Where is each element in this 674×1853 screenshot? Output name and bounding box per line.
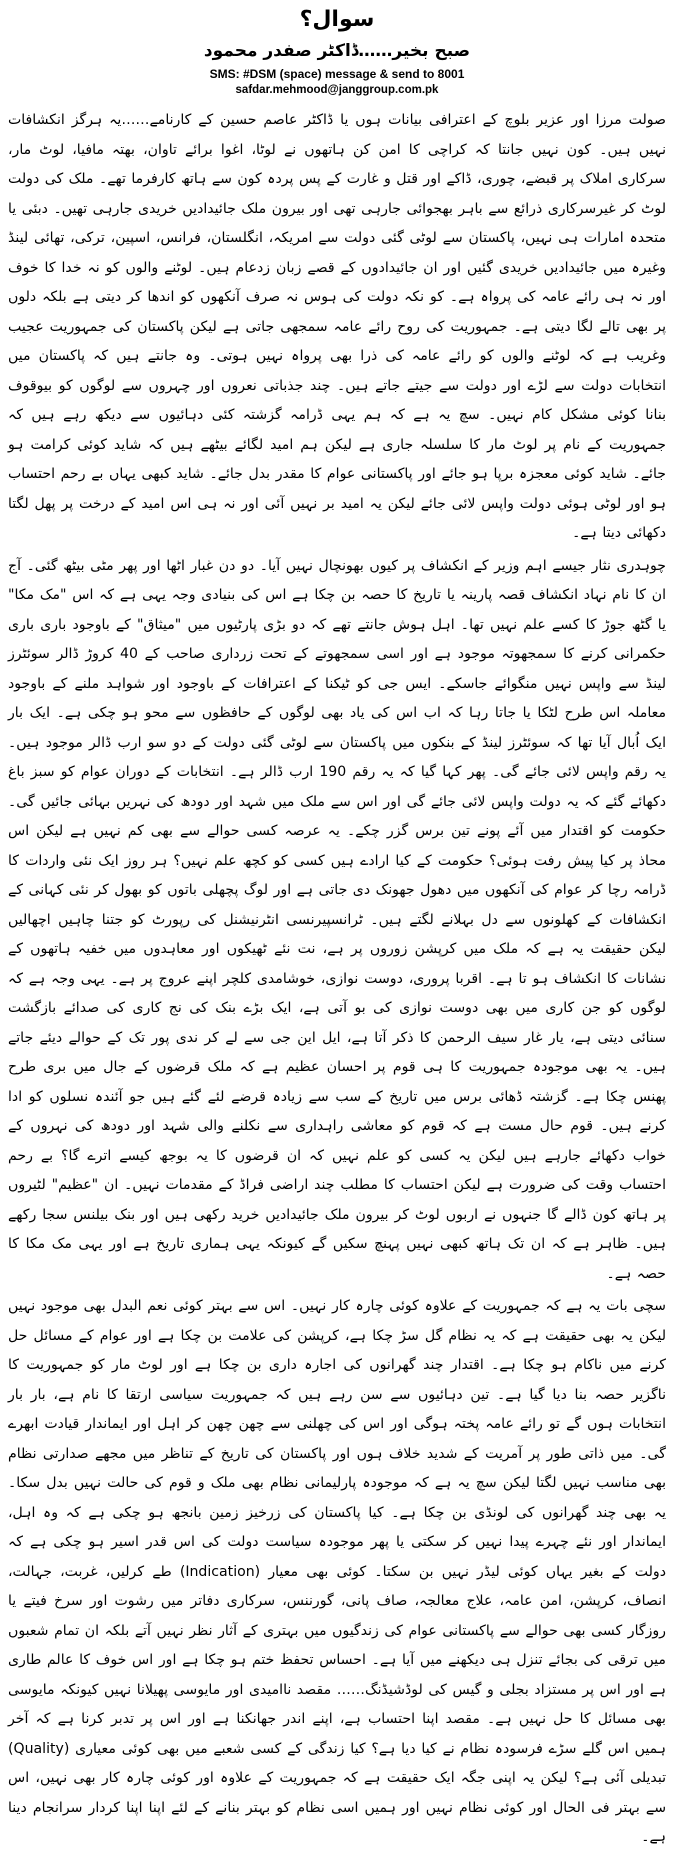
article-title: سوال؟ [299, 7, 375, 32]
article-paragraph-1: صولت مرزا اور عزیر بلوچ کے اعترافی بیانات ہوں یا ڈاکٹر عاصم حسین کے کارنامے……یہ ہرگز انکشافات نہیں ہیں۔ کون نہیں جانتا کہ کراچی کا امن کن ہاتھوں نے لوٹا، اغوا برائے تاوان، بھتہ مافیا، لوٹ مار، سرکاری املاک پر قبضے، چوری، ڈاکے اور قتل و غارت کے پس پردہ کون سے ہاتھ کارفرما تھے۔ ملک کی دولت لوٹ کر غیرسرکاری ذرائع سے باہر بھجوائی جارہی تھی اور بیرون ملک جائیدادیں خریدی جارہی تھیں۔ دبئی یا متحدہ امارات ہی نہیں، پاکستان سے لوٹی گئی دولت سے امریکہ، انگلستان، فرانس، اسپین، ترکی، تھائی لینڈ وغیرہ میں جائیدادیں خریدی گئیں اور ان جائیدادوں کے قصے زبان زدعام ہیں۔ لوٹنے والوں کو نہ خدا کا خوف اور نہ ہی رائے عامہ کی پرواہ ہے۔ کو نکہ دولت کی ہوس نہ صرف آنکھوں کو اندھا کر دیتی ہے بلکہ دلوں پر بھی تالے لگا دیتی ہے۔ جمہوریت کی روح رائے عامہ سمجھی جاتی ہے لیکن پاکستان کی جمہوریت عجیب وغریب ہے کہ لوٹنے والوں کو رائے عامہ کی ذرا بھی پرواہ نہیں ہوتی۔ وہ جانتے ہیں کہ پاکستان میں انتخابات دولت سے لڑے اور دولت سے جیتے جاتے ہیں۔ چند جذباتی نعروں اور چہروں سے لوگوں کو بیوقوف بنانا کوئی مشکل کام نہیں۔ سچ یہ ہے کہ ہم یہی ڈرامہ گزشتہ کئی دہائیوں سے دیکھ رہے ہیں کہ جمہوریت کے نام پر لوٹ مار کا سلسلہ جاری ہے لیکن ہم امید لگائے بیٹھے ہیں کہ شاید کوئی کرامت ہو جائے۔ شاید کوئی معجزہ برپا ہو جائے اور پاکستانی عوام کا مقدر بدل جائے۔ شاید کبھی یہاں بے رحم احتساب ہو اور لوٹی ہوئی دولت واپس لائی جائے لیکن یہ امید بر نہیں آئی اور نہ ہی اس امید کے درخت پر پھل لگتا دکھائی دیتا ہے۔ [8, 112, 666, 541]
column-byline: صبح بخیر……ڈاکٹر صفدر محمود [203, 41, 471, 61]
article-body [8, 106, 666, 1853]
article-paragraph-3: سچی بات یہ ہے کہ جمہوریت کے علاوہ کوئی چارہ کار نہیں۔ اس سے بہتر کوئی نعم البدل بھی موجود نہیں لیکن یہ بھی حقیقت ہے کہ یہ نظام گل سڑ چکا ہے، کرپشن کی علامت بن چکا ہے اور عوام کے مسائل حل کرنے میں ناکام ہو چکا ہے۔ اقتدار چند گھرانوں کی اجارہ داری بن چکا ہے اور لوٹ مار کو جمہوریت کا ناگزیر حصہ بنا دیا گیا ہے۔ تین دہائیوں سے سن رہے ہیں کہ جمہوریت سیاسی ارتقا کا نام ہے، بار بار انتخابات ہوں گے تو رائے عامہ پختہ ہوگی اور اس کی چھلنی سے چھن چھن کر اہل اور ایماندار قیادت ابھرے گی۔ میں ذاتی طور پر آمریت کے شدید خلاف ہوں اور پاکستان کی تاریخ کے تناظر میں مجھے صدارتی نظام بھی مناسب نہیں لگتا لیکن سچ یہ ہے کہ موجودہ پارلیمانی نظام بھی ملک و قوم کی حالت نہیں بدل سکا۔ یہ بھی چند گھرانوں کی لونڈی بن چکا ہے۔ کیا پاکستان کی زرخیز زمین بانجھ ہو چکی ہے کہ وہ اہل، ایماندار اور نئے چہرے پیدا نہیں کر سکتی یا پھر موجودہ سیاست دولت کی اس قدر اسیر ہو چکی ہے کہ دولت کے بغیر یہاں کوئی لیڈر نہیں بن سکتا۔ کوئی بھی معیار (Indication) طے کرلیں، غربت، جہالت، انصاف، کرپشن، امن عامہ، علاج معالجہ، صاف پانی، گورننس، سرکاری دفاتر میں رشوت اور سرخ فیتے یا روزگار کسی بھی حوالے سے پاکستانی عوام کی زندگیوں میں بہتری کے آثار نظر نہیں آتے بلکہ ان تمام شعبوں میں ترقی کی بجائے تنزل ہی دیکھنے میں آیا ہے۔ احساس تحفظ ختم ہو چکا ہے اور اس خوف کا عالم طاری ہے اور اس پر مستزاد بجلی و گیس کی لوڈشیڈنگ…… مقصد ناامیدی اور مایوسی پھیلانا نہیں کیونکہ مایوسی بھی مسائل کا حل نہیں ہے۔ مقصد اپنا احتساب ہے، اپنے اندر جھانکنا ہے اور اس پر تدبر کرنا ہے کہ آخر ہمیں اس گلے سڑے فرسودہ نظام نے کیا دیا ہے؟ کیا زندگی کے کسی شعبے میں بھی کوئی معیاری (Quality) تبدیلی آئی ہے؟ لیکن یہ اپنی جگہ ایک حقیقت ہے کہ جمہوریت کے علاوہ اور کوئی چارہ کار بھی نہیں، اس سے بہتر فی الحال اور کوئی نظام نہیں اور ہمیں اسی نظام کو بہتر بنانے کے لئے اپنا اپنا کردار سرانجام دینا ہے۔ [8, 1298, 666, 1845]
sms-instruction: SMS: #DSM (space) message & send to 8001 [209, 67, 465, 81]
author-email: safdar.mehmood@janggroup.com.pk [235, 84, 439, 96]
article-paragraph-2: چوہدری نثار جیسے اہم وزیر کے انکشاف پر کیوں بھونچال نہیں آیا۔ دو دن غبار اٹھا اور پھر مٹی بیٹھ گئی۔ آج ان کا نام نہاد انکشاف قصہ پارینہ یا تاریخ کا حصہ بن چکا ہے اس کی بنیادی وجہ یہی ہے کہ اس "مک مکا" یا گٹھ جوڑ کا کسے علم نہیں تھا۔ اہل ہوش جانتے تھے کہ دو بڑی پارٹیوں میں "میثاق" کے باوجود باری باری حکمرانی کرنے کا سمجھوتہ موجود ہے اور اسی سمجھوتے کے تحت زرداری صاحب کے 40 کروڑ ڈالر سوئٹرز لینڈ سے واپس نہیں منگوائے جاسکے۔ ایس جی کو ٹیکنا کے اعترافات کے باوجود اور شواہد ملنے کے باوجود معاملہ اس طرح لٹکا یا جاتا رہا کہ اب اس کی یاد بھی لوگوں کے حافظوں سے محو ہو چکی ہے۔ ایک بار ایک اُبال آیا تھا کہ سوئٹرز لینڈ کے بنکوں میں پاکستان سے لوٹی گئی دولت کے دو سو ارب ڈالر موجود ہیں۔ یہ رقم واپس لائی جائے گی۔ پھر کہا گیا کہ یہ رقم 190 ارب ڈالر ہے۔ انتخابات کے دوران عوام کو سبز باغ دکھائے گئے کہ یہ دولت واپس لائی جائے گی اور اس سے ملک میں شہد اور دودھ کی نہریں بہائی جائیں گی۔ حکومت کو اقتدار میں آئے پونے تین برس گزر چکے۔ یہ عرصہ کسی حوالے سے بھی کم نہیں ہے لیکن اس محاذ پر کیا پیش رفت ہوئی؟ حکومت کے کیا ارادے ہیں کسی کو کچھ علم نہیں؟ ہر روز ایک نئی واردات کا ڈرامہ رچا کر عوام کی آنکھوں میں دھول جھونک دی جاتی ہے اور لوگ پچھلی باتوں کو بھول کر نئی کہانی کے انکشافات کے کھلونوں سے دل بہلانے لگتے ہیں۔ ٹرانسپیرنسی انٹرنیشنل کی رپورٹ کو جتنا چاہیں اچھالیں لیکن حقیقت یہ ہے کہ ملک میں کرپشن زوروں پر ہے، نت نئے ٹھیکوں اور معاہدوں میں خفیہ ہاتھوں کے نشانات کا انکشاف ہو تا ہے۔ اقربا پروری، دوست نوازی، خوشامدی کلچر اپنے عروج پر ہے۔ یہی وجہ ہے کہ لوگوں کو جن کاری میں بھی دوست نوازی کی بو آتی ہے، ایک بڑے بنک کی نج کاری کی صدائے بازگشت سنائی دیتی ہے، یار غار سیف الرحمن کا ذکر آتا ہے، ایل این جی سے لے کر ندی پور تک کے حوالے دیئے جاتے ہیں۔ یہ بھی موجودہ جمہوریت کا ہی قوم پر احسان عظیم ہے کہ ملک قرضوں کے جال میں بری طرح پھنس چکا ہے۔ گزشتہ ڈھائی برس میں تاریخ کے سب سے زیادہ قرضے لئے گئے ہیں جو آئندہ نسلوں کو ادا کرنے ہیں۔ قوم حال مست ہے کہ قوم کو معاشی راہداری سے نکلنے والی شہد اور دودھ کی نہروں کے خواب دکھائے جارہے ہیں لیکن یہ کسی کو علم نہیں کہ ان قرضوں کا یہ بوجھ کیسے اترے گا؟ بے رحم احتساب وقت کی ضرورت ہے لیکن احتساب کا مطلب چند اراضی فراڈ کے مقدمات نہیں۔ ان "عظیم" لٹیروں پر ہاتھ کون ڈالے گا جنہوں نے اربوں لوٹ کر بیرون ملک جائیدادیں خرید رکھی ہیں اور بنک بیلنس سجا رکھے ہیں۔ ظاہر ہے کہ ان تک ہاتھ کبھی نہیں پہنچ سکیں گے کیونکہ یہی ہماری تاریخ ہے اور یہی مک مکا کا حصہ ہے۔ [8, 557, 667, 1282]
